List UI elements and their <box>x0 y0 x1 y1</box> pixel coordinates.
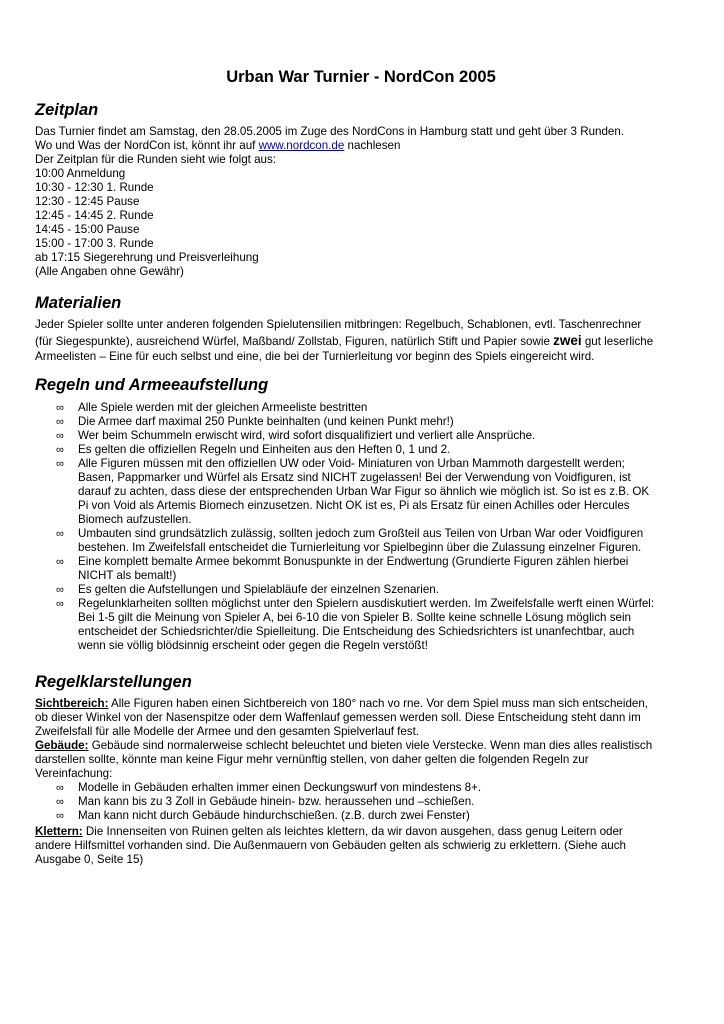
materialien-line-2 <box>35 332 687 350</box>
materialien-line-2-end: gut leserliche <box>581 335 654 348</box>
list-item <box>35 527 687 555</box>
materialien-line-3: Armeelisten – Eine für euch selbst und eine, die bei der Turnierleitung vor beginn des Spiels eingereicht wird. <box>35 350 595 363</box>
infinity-bullet-icon: ∞ <box>56 528 64 540</box>
gebaeude-text: Gebäude sind normalerweise schlecht beleuchtet und bieten viele Verstecke. Wenn man dies alles realistisch <box>88 739 653 752</box>
klettern-line: andere Hilfsmittel vorhanden sind. Die Außenmauern von Gebäuden gelten als schwierig zu erklettern. (Siehe auch <box>35 839 626 852</box>
list-item <box>35 401 687 415</box>
sichtbereich-line: Zweifelsfall für alle Modelle der Armee und den gesamten Spielverlauf fest. <box>35 725 420 738</box>
schedule-line: Der Zeitplan für die Runden sieht wie folgt aus: <box>35 153 277 166</box>
gebaeude-line: darstellen sollte, könnte man keine Figur mehr vernünftig stellen, von daher gelten die folgenden Regeln zur <box>35 753 589 766</box>
list-item-line: Regelunklarheiten sollten möglichst unter den Spielern ausdiskutiert werden. Im Zweifelsfalle werft einen Würfel: <box>78 597 655 610</box>
list-item <box>35 809 687 823</box>
list-item <box>35 457 687 527</box>
list-item-line: Alle Spiele werden mit der gleichen Armeeliste bestritten <box>78 401 368 414</box>
klettern-text: Die Innenseiten von Ruinen gelten als leichtes klettern, da wir davon ausgehen, dass genug Leitern oder <box>82 825 623 838</box>
gebaeude-label: Gebäude: <box>35 739 89 752</box>
list-item-line: Es gelten die offiziellen Regeln und Einheiten aus den Heften 0, 1 und 2. <box>78 443 451 456</box>
infinity-bullet-icon: ∞ <box>56 458 64 470</box>
heading-zeitplan: Zeitplan <box>35 101 99 119</box>
page-title: Urban War Turnier - NordCon 2005 <box>226 68 496 86</box>
klettern-label: Klettern: <box>35 825 83 838</box>
infinity-bullet-icon: ∞ <box>56 430 64 442</box>
zeitplan-text <box>35 125 687 279</box>
regeln-list <box>35 401 687 653</box>
infinity-bullet-icon: ∞ <box>56 444 64 456</box>
klettern-line: Ausgabe 0, Seite 15) <box>35 853 144 866</box>
list-item-line: bestehen. Im Zweifelsfall entscheidet die Turnierleitung vor Spielbeginn über die Zulassung einzelner Figuren. <box>78 541 642 554</box>
sichtbereich-label: Sichtbereich: <box>35 697 109 710</box>
schedule-line: 15:00 - 17:00 3. Runde <box>35 237 154 250</box>
klettern-paragraph <box>35 825 687 867</box>
infinity-bullet-icon: ∞ <box>56 402 64 414</box>
list-item-line: Man kann bis zu 3 Zoll in Gebäude hinein- bzw. heraussehen und –schießen. <box>78 795 475 808</box>
schedule-line: 10:30 - 12:30 1. Runde <box>35 181 154 194</box>
infinity-bullet-icon: ∞ <box>56 598 64 610</box>
sichtbereich-line <box>35 697 687 711</box>
list-item <box>35 781 687 795</box>
heading-materialien: Materialien <box>35 294 122 312</box>
list-item-line: Umbauten sind grundsätzlich zulässig, sollten jedoch zum Großteil aus Teilen von Urban War oder Voidfiguren <box>78 527 644 540</box>
list-item-line: Bei 1-5 gilt die Meinung von Spieler A, bei 6-10 die von Spieler B. Sollte keine schnelle Lösung möglich sein <box>78 611 631 624</box>
list-item-line: Modelle in Gebäuden erhalten immer einen Deckungswurf von mindestens 8+. <box>78 781 482 794</box>
list-item-line: wenn sie völlig blödsinnig erscheint oder gegen die Regeln verstößt! <box>78 639 428 652</box>
materialien-line-2-start: (für Siegespunkte), ausreichend Würfel, Maßband/ Zollstab, Figuren, natürlich Stift und Papier sowie <box>35 335 554 348</box>
list-item-line: Pi von Void als Artemis Biomech einzusetzen. Nicht OK ist es, Pi als Ersatz für einen Achilles oder Hercules <box>78 499 630 512</box>
infinity-bullet-icon: ∞ <box>56 782 64 794</box>
zeitplan-intro-2-start: Wo und Was der NordCon ist, könnt ihr auf <box>35 139 259 152</box>
schedule-line: 14:45 - 15:00 Pause <box>35 223 140 236</box>
list-item <box>35 795 687 809</box>
materialien-line-1: Jeder Spieler sollte unter anderen folgenden Spielutensilien mitbringen: Regelbuch, Schablonen, evtl. Taschenrechner <box>35 318 642 331</box>
zeitplan-intro-2-end: nachlesen <box>344 139 401 152</box>
materialien-text <box>35 318 687 364</box>
schedule-line: 12:45 - 14:45 2. Runde <box>35 209 154 222</box>
list-item-line: Biomech aufzustellen. <box>78 513 192 526</box>
infinity-bullet-icon: ∞ <box>56 416 64 428</box>
list-item <box>35 429 687 443</box>
sichtbereich-text: Alle Figuren haben einen Sichtbereich von 180° nach vo rne. Vor dem Spiel muss man sich entscheiden, <box>108 697 649 710</box>
list-item-line: Es gelten die Aufstellungen und Spielabläufe der einzelnen Szenarien. <box>78 583 439 596</box>
list-item <box>35 415 687 429</box>
list-item-line: Wer beim Schummeln erwischt wird, wird sofort disqualifiziert und verliert alle Ansprüche. <box>78 429 536 442</box>
list-item <box>35 443 687 457</box>
heading-regelklarstellungen: Regelklarstellungen <box>35 673 192 691</box>
list-item-line: Eine komplett bemalte Armee bekommt Bonuspunkte in der Endwertung (Grundierte Figuren zählen hierbei <box>78 555 629 568</box>
list-item <box>35 555 687 583</box>
list-item <box>35 583 687 597</box>
list-item-line: Basen, Pappmarker und Würfel als Ersatz sind NICHT zugelassen! Bei der Verwendung von Voidfiguren, ist <box>78 471 631 484</box>
heading-regeln: Regeln und Armeeaufstellung <box>35 376 269 394</box>
infinity-bullet-icon: ∞ <box>56 584 64 596</box>
schedule-line: (Alle Angaben ohne Gewähr) <box>35 265 184 278</box>
klettern-line <box>35 825 687 839</box>
schedule-line: 10:00 Anmeldung <box>35 167 126 180</box>
list-item-line: Die Armee darf maximal 250 Punkte beinhalten (und keinen Punkt mehr!) <box>78 415 454 428</box>
list-item-line: darauf zu achten, dass diese der entsprechenden Urban War Figur so ähnlich wie möglich ist. So ist es z.B. OK <box>78 485 650 498</box>
infinity-bullet-icon: ∞ <box>56 796 64 808</box>
list-item-line: Man kann nicht durch Gebäude hindurchschießen. (z.B. durch zwei Fenster) <box>78 809 470 822</box>
emphasis-zwei: zwei <box>553 333 582 348</box>
nordcon-link[interactable]: www.nordcon.de <box>258 139 345 152</box>
sichtbereich-paragraph <box>35 697 687 781</box>
list-item-line: Alle Figuren müssen mit den offiziellen UW oder Void- Miniaturen von Urban Mammoth dargestellt werden; <box>78 457 625 470</box>
infinity-bullet-icon: ∞ <box>56 810 64 822</box>
gebaeude-line: Vereinfachung: <box>35 767 113 780</box>
gebaeude-line <box>35 739 687 753</box>
infinity-bullet-icon: ∞ <box>56 556 64 568</box>
gebaeude-list <box>35 781 687 823</box>
sichtbereich-line: ob dieser Winkel von der Nasenspitze oder dem Waffenlauf gemessen werden soll. Diese Entscheidung steht dann im <box>35 711 641 724</box>
zeitplan-intro-1: Das Turnier findet am Samstag, den 28.05.2005 im Zuge des NordCons in Hamburg statt und geht über 3 Runden. <box>35 125 625 138</box>
list-item-line: NICHT als bemalt!) <box>78 569 177 582</box>
schedule-line: 12:30 - 12:45 Pause <box>35 195 140 208</box>
list-item <box>35 597 687 653</box>
list-item-line: entscheidet der Schiedsrichter/die Spielleitung. Die Entscheidung des Schiedsrichters ist unanfechtbar, auch <box>78 625 635 638</box>
zeitplan-intro-2 <box>35 139 687 153</box>
schedule-line: ab 17:15 Siegerehrung und Preisverleihung <box>35 251 259 264</box>
